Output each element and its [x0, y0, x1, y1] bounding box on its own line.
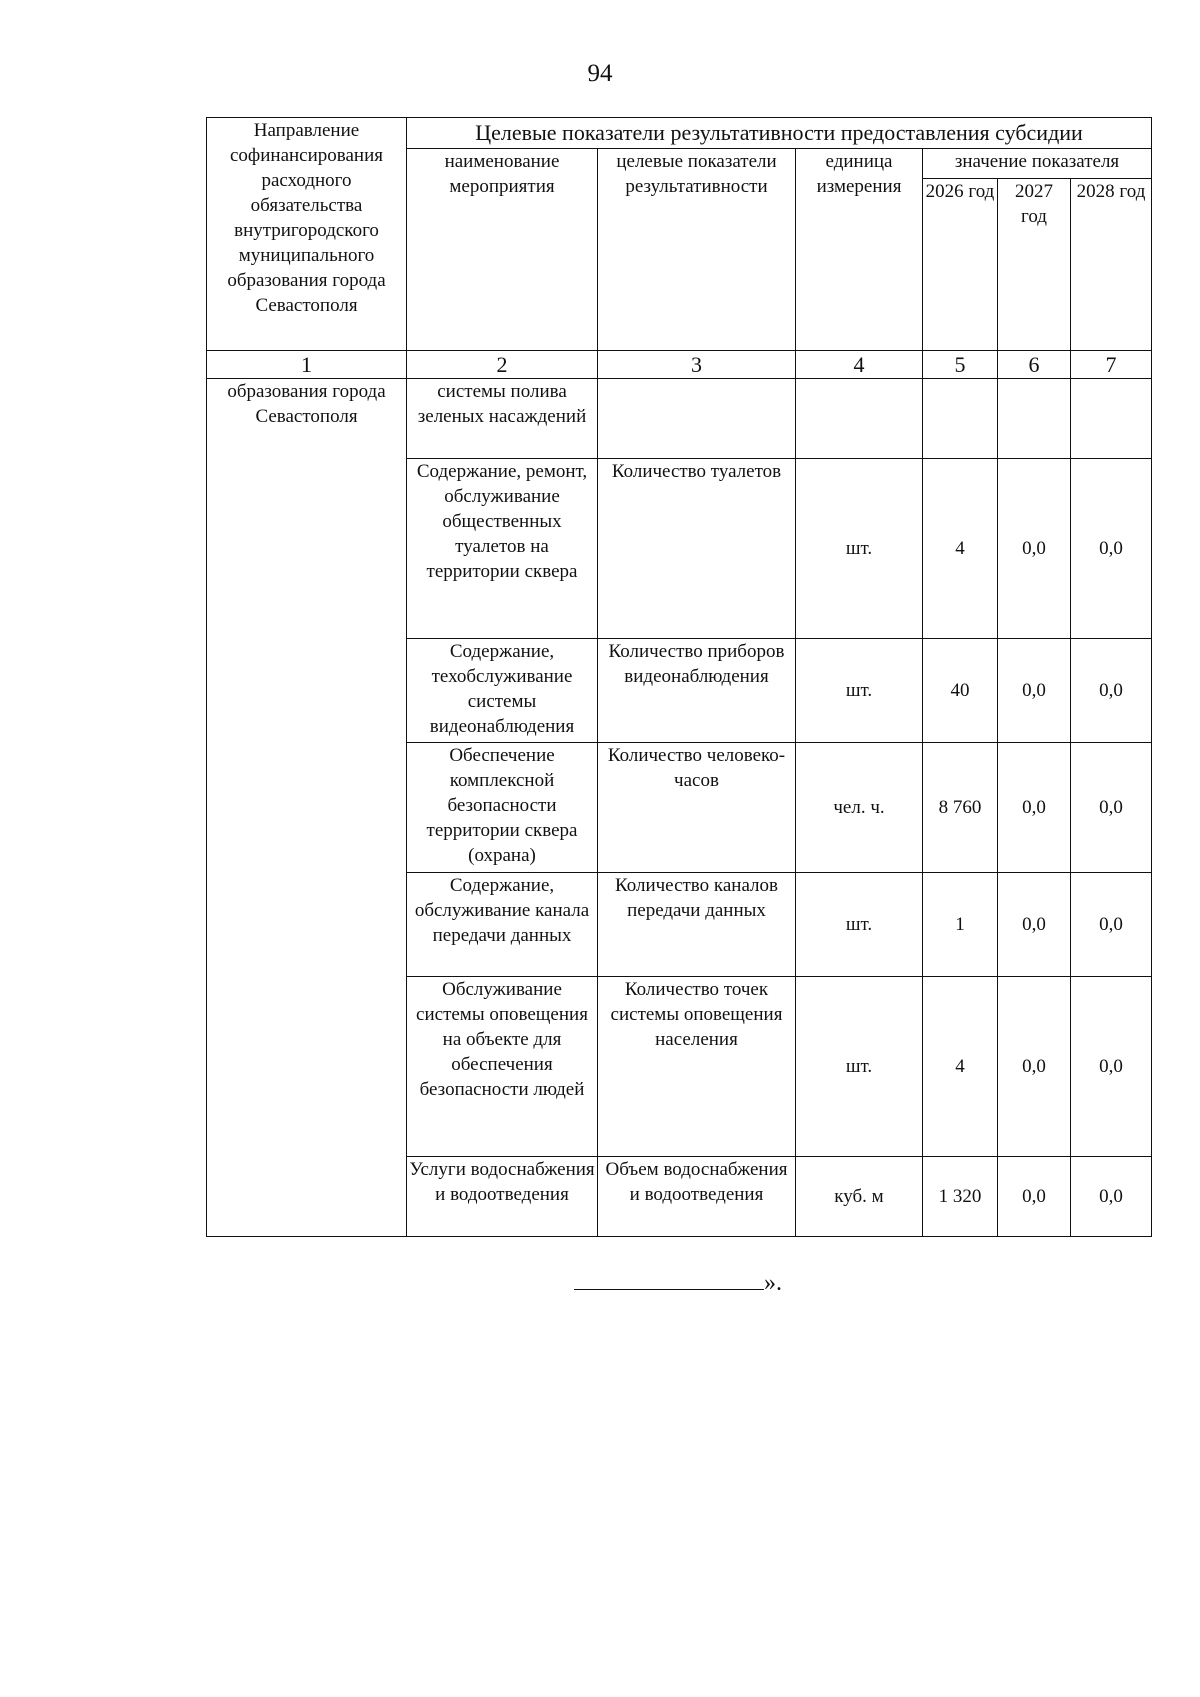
value-2028-cell: 0,0	[1071, 743, 1152, 873]
indicator-cell: Количество человеко-часов	[598, 743, 796, 873]
header-target-indicators: целевые показатели результативности	[598, 149, 796, 351]
value-2027-cell: 0,0	[998, 1157, 1071, 1237]
page-number: 94	[587, 60, 613, 87]
header-year-2027: 2027 год	[998, 179, 1071, 351]
indicator-cell: Количество туалетов	[598, 459, 796, 639]
value-2028-cell: 0,0	[1071, 459, 1152, 639]
measure-cell: системы полива зеленых насаждений	[407, 379, 598, 459]
indicators-table	[206, 117, 1152, 1237]
direction-cell: образования города Севастополя	[207, 379, 407, 1237]
closing-quote: ».	[764, 1270, 782, 1296]
indicator-cell: Объем водоснабжения и водоотведения	[598, 1157, 796, 1237]
unit-cell: шт.	[796, 977, 923, 1157]
table-row	[207, 379, 1152, 459]
header-direction: Направление софинансирования расходного обязательства внутригородского муниципального образования города Севастополя	[207, 118, 407, 351]
value-2026-cell: 1	[923, 873, 998, 977]
value-2028-cell: 0,0	[1071, 977, 1152, 1157]
column-number: 4	[796, 351, 923, 379]
value-2028-cell: 0,0	[1071, 873, 1152, 977]
value-2026-cell: 4	[923, 459, 998, 639]
closing-line	[574, 1289, 764, 1290]
header-year-2028: 2028 год	[1071, 179, 1152, 351]
measure-cell: Обслуживание системы оповещения на объекте для обеспечения безопасности людей	[407, 977, 598, 1157]
measure-cell: Содержание, техобслуживание системы видеонаблюдения	[407, 639, 598, 743]
unit-cell: чел. ч.	[796, 743, 923, 873]
value-2026-cell: 40	[923, 639, 998, 743]
header-indicator-value: значение показателя	[923, 149, 1152, 179]
column-numbers-row	[207, 351, 1152, 379]
column-number: 1	[207, 351, 407, 379]
unit-cell: шт.	[796, 459, 923, 639]
column-number: 6	[998, 351, 1071, 379]
value-2027-cell: 0,0	[998, 743, 1071, 873]
indicator-cell: Количество точек системы оповещения населения	[598, 977, 796, 1157]
value-2027-cell: 0,0	[998, 977, 1071, 1157]
value-2027-cell: 0,0	[998, 639, 1071, 743]
header-measure-name: наименование мероприятия	[407, 149, 598, 351]
unit-cell: шт.	[796, 873, 923, 977]
measure-cell: Услуги водоснабжения и водоотведения	[407, 1157, 598, 1237]
column-number: 7	[1071, 351, 1152, 379]
value-2027-cell: 0,0	[998, 459, 1071, 639]
measure-cell: Обеспечение комплексной безопасности территории сквера (охрана)	[407, 743, 598, 873]
value-2026-cell: 4	[923, 977, 998, 1157]
column-number: 3	[598, 351, 796, 379]
header-year-2026: 2026 год	[923, 179, 998, 351]
column-number: 5	[923, 351, 998, 379]
unit-cell: куб. м	[796, 1157, 923, 1237]
value-2027-cell: 0,0	[998, 873, 1071, 977]
value-2026-cell: 8 760	[923, 743, 998, 873]
column-number: 2	[407, 351, 598, 379]
value-2028-cell: 0,0	[1071, 1157, 1152, 1237]
measure-cell: Содержание, обслуживание канала передачи данных	[407, 873, 598, 977]
indicator-cell: Количество каналов передачи данных	[598, 873, 796, 977]
header-unit: единица измерения	[796, 149, 923, 351]
value-2026-cell: 1 320	[923, 1157, 998, 1237]
value-2028-cell: 0,0	[1071, 639, 1152, 743]
header-section-title: Целевые показатели результативности предоставления субсидии	[407, 118, 1152, 149]
unit-cell: шт.	[796, 639, 923, 743]
closing-mark	[574, 1270, 782, 1297]
indicator-cell: Количество приборов видеонаблюдения	[598, 639, 796, 743]
measure-cell: Содержание, ремонт, обслуживание общественных туалетов на территории сквера	[407, 459, 598, 639]
